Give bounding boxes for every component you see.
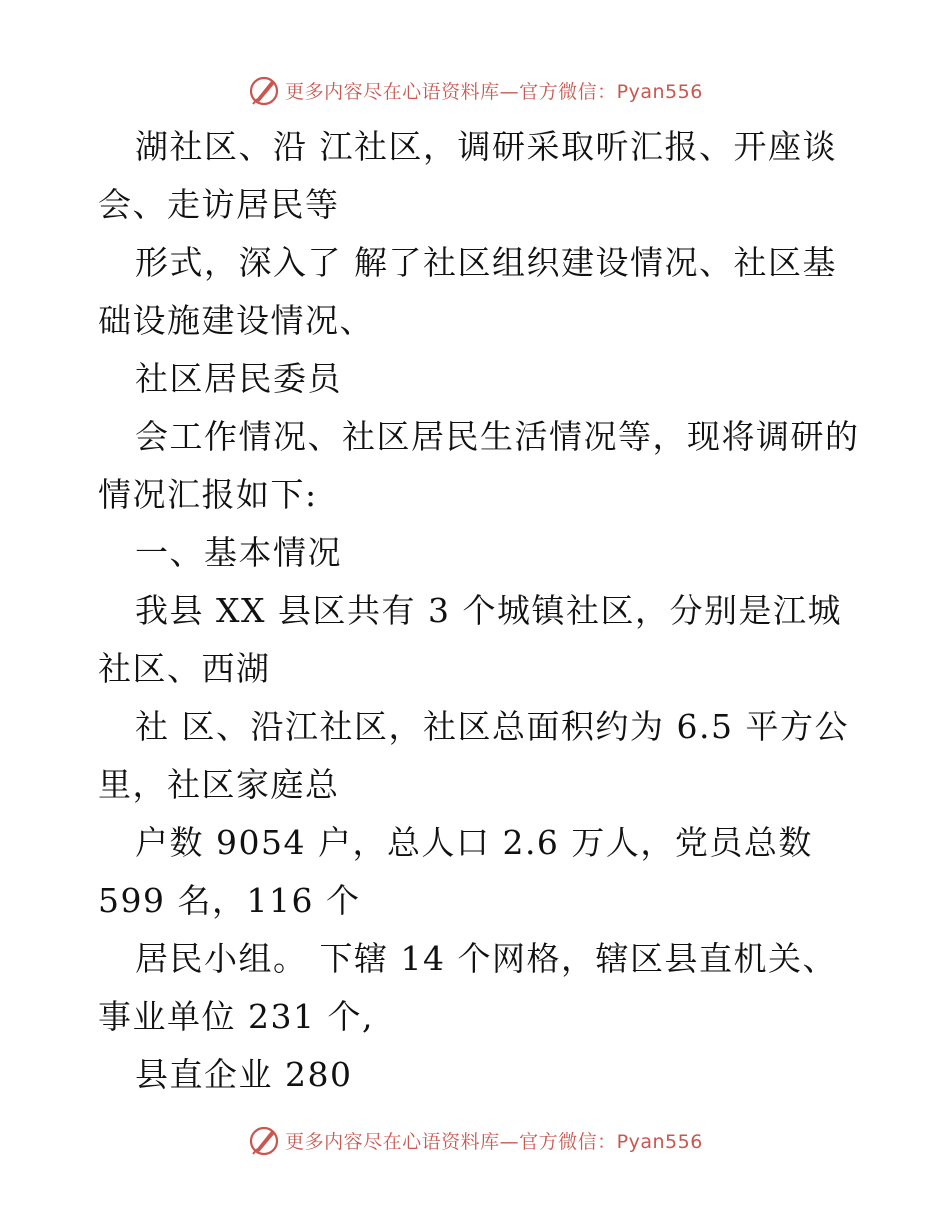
- text-line: 础设施建设情况、: [98, 301, 374, 340]
- watermark-text: 更多内容尽在心语资料库—官方微信：Pyan556: [285, 1130, 703, 1153]
- text-line: 社区、西湖: [98, 649, 271, 688]
- text-line: 会工作情况、社区居民生活情况等，现将调研的: [135, 417, 860, 456]
- quill-pen-icon: [247, 73, 281, 107]
- watermark-text: 更多内容尽在心语资料库—官方微信：Pyan556: [285, 80, 703, 103]
- text-line: 里，社区家庭总: [98, 765, 340, 804]
- text-line: 我县 XX 县区共有 3 个城镇社区，分别是江城: [135, 591, 842, 630]
- text-line: 社区居民委员: [135, 359, 342, 398]
- text-line: 居民小组。 下辖 14 个网格，辖区县直机关、: [135, 939, 837, 978]
- text-line: 社 区、沿江社区，社区总面积约为 6.5 平方公: [135, 707, 849, 746]
- quill-pen-icon: [247, 1123, 281, 1157]
- footer-watermark: [0, 1120, 950, 1160]
- text-line: 户数 9054 户，总人口 2.6 万人，党员总数: [135, 823, 813, 862]
- text-line: 形式，深入了 解了社区组织建设情况、社区基: [135, 243, 837, 282]
- text-line: 情况汇报如下:: [98, 475, 318, 514]
- text-line: 会、走访居民等: [98, 185, 340, 224]
- text-line: 县直企业 280: [135, 1055, 353, 1094]
- text-line: 湖社区、沿 江社区，调研采取听汇报、开座谈: [135, 127, 837, 166]
- section-heading: 一、基本情况: [135, 533, 342, 572]
- text-line: 事业单位 231 个,: [98, 997, 374, 1036]
- header-watermark: [0, 70, 950, 110]
- text-line: 599 名，116 个: [98, 881, 361, 920]
